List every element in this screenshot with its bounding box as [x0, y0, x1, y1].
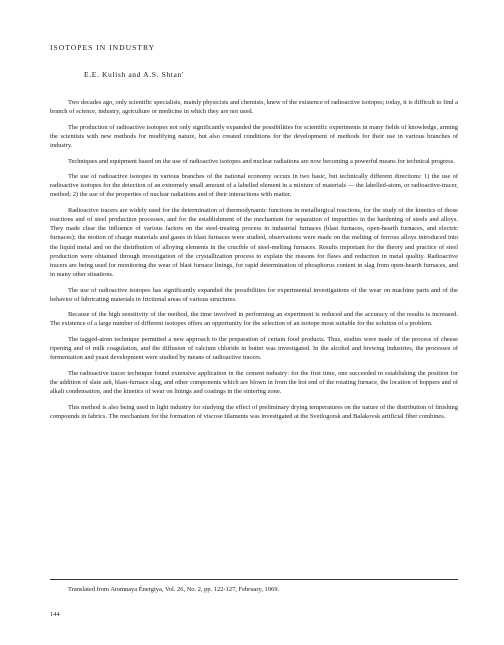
- article-title: ISOTOPES IN INDUSTRY: [50, 43, 156, 52]
- paragraph: The use of radioactive isotopes in various branches of the national economy occurs in two basic, but technically different directions: 1) the use of radioactive isotopes for the detection of an extremely small amount of a labelled element in a mixture of materials — the labelled-atom, or radioactive-tracer, method; 2) the use of the properties of nuclear radiations and of their interactions with matter.: [50, 173, 458, 199]
- paragraph: The production of radioactive isotopes not only significantly expanded the possibilities for scientific experiments in many fields of knowledge, arming the scientists with new methods for modifying nature, but also created conditions for the development of methods for their use in various branches of industry.: [50, 123, 458, 150]
- paragraph: The tagged-atom technique permitted a new approach to the preparation of certain food products. Thus, studies were made of the process of cheese ripening and of milk coagulation, and the diffusion of calcium chloride in butter was investigated. In the alcohol and brewing industries, the processes of fermentation and yeast development were studied by means of radioactive tracers.: [50, 336, 458, 362]
- paragraph: The radioactive tracer technique found extensive application in the cement industry: for the first time, one succeeded in establishing the position for the addition of slate ash, blast-furnace slag, and other components which are blown in from the hot end of the rotating furnace, the location of hoppers and of alkali condensation, and the kinetics of wear on linings and coatings in the sintering zone.: [50, 369, 458, 396]
- paragraph: Techniques and equipment based on the use of radioactive isotopes and nuclear radiations are now becoming a powerful means for technical progress.: [68, 157, 455, 165]
- paragraph: Radioactive tracers are widely used for the determination of thermodynamic functions in metallurgical reactions, for the study of the kinetics of those reactions and of steel production processes, and for the establishment of the mechanism for separation of impurities in the hardening of steels and alloys. They made clear the influence of various factors on the steel-treating process in industrial furnaces (blast furnaces, open-hearth furnaces, and electric furnaces); the motion of charge materials and gases in blast furnaces were studied, observations were made on the melting of ferrous alloys introduced into the liquid metal and on the distribution of alloying elements in the crucible of steel-melting furnaces. Results important for the theory and practice of steel production were obtained through investigation of the crystallization process to explain the reasons for flaws and reduction in metal quality. Radioactive tracers are being used for monitoring the wear of blast furnace linings, for rapid determination of phosphorus content in slag from open-hearth furnaces, and in many other situations.: [50, 206, 458, 279]
- paragraph: Two decades ago, only scientific specialists, mainly physicists and chemists, knew of the existence of radioactive isotopes; today, it is difficult to find a branch of science, industry, agriculture or medicine in which they are not used.: [50, 99, 458, 116]
- translation-footnote: Translated from Atomnaya Énergiya, Vol. 26, No. 2, pp. 122-127, February, 1969.: [68, 586, 280, 593]
- page-number: 144: [50, 611, 60, 618]
- article-authors: E.E. Kulish and A.S. Shtan': [84, 70, 184, 79]
- paragraph: The use of radioactive isotopes has significantly expanded the possibilities for experimental investigations of the wear on machine parts and of the behavior of lubricating materials in frictional areas of various structures.: [50, 286, 458, 303]
- paragraph: This method is also being used in light industry for studying the effect of preliminary drying temperatures on the nature of the distribution of finishing compounds in fabrics. The mechanism for the formation of viscose filaments was investigated at the Svetlogorsk and Balakovsk artificial fiber combines.: [50, 403, 458, 420]
- footnote-divider: [50, 579, 458, 580]
- paragraph: Because of the high sensitivity of the method, the time involved in performing an experiment is reduced and the accuracy of the results is increased. The existence of a large number of different isotopes offers an opportunity for the selection of an isotope most suitable for the solution of a problem.: [50, 311, 458, 328]
- article-body: [50, 98, 458, 427]
